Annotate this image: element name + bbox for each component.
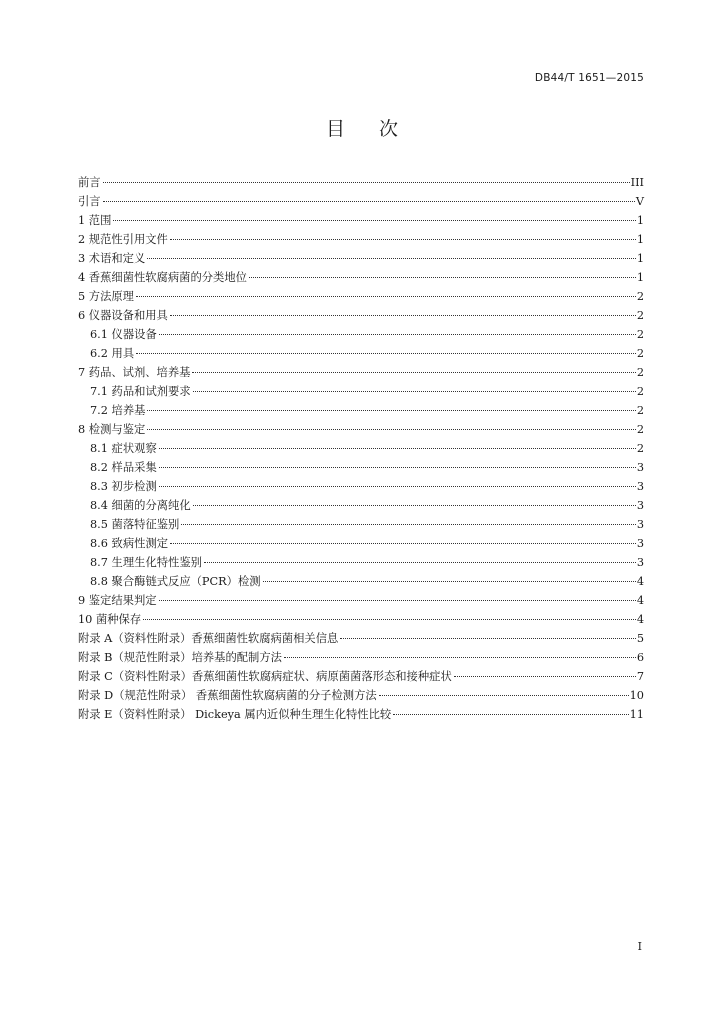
toc-entry-page: 7 [636, 670, 644, 683]
toc-entry-label: 7.1 药品和试剂要求 [90, 385, 191, 398]
toc-entry[interactable] [78, 667, 644, 686]
toc-entry[interactable] [78, 572, 644, 591]
toc-entry-page: 1 [636, 271, 644, 284]
toc-entry-page: 4 [636, 613, 644, 626]
toc-entry-page: 3 [636, 518, 644, 531]
toc-dot-leader [147, 428, 636, 430]
toc-entry-label: 引言 [78, 195, 101, 208]
toc-entry-page: 11 [629, 708, 644, 721]
toc-dot-leader [159, 466, 636, 468]
toc-entry-label: 9 鉴定结果判定 [78, 594, 157, 607]
toc-entry[interactable] [78, 629, 644, 648]
toc-entry[interactable] [78, 173, 644, 192]
toc-entry-page: 4 [636, 594, 644, 607]
toc-entry-label: 2 规范性引用文件 [78, 233, 168, 246]
toc-entry-page: 3 [636, 480, 644, 493]
toc-dot-leader [170, 542, 636, 544]
toc-dot-leader [181, 523, 635, 525]
toc-entry[interactable] [78, 610, 644, 629]
toc-entry[interactable] [78, 249, 644, 268]
toc-entry-label: 7 药品、试剂、培养基 [78, 366, 191, 379]
toc-entry-label: 8 检测与鉴定 [78, 423, 146, 436]
toc-dot-leader [204, 561, 636, 563]
toc-entry[interactable] [78, 648, 644, 667]
toc-entry[interactable] [78, 477, 644, 496]
toc-entry-label: 4 香蕉细菌性软腐病菌的分类地位 [78, 271, 247, 284]
toc-dot-leader [136, 295, 636, 297]
toc-entry-page: 3 [636, 537, 644, 550]
toc-dot-leader [103, 181, 630, 183]
toc-title-part2: 次 [379, 118, 399, 140]
toc-entry[interactable] [78, 553, 644, 572]
toc-dot-leader [340, 637, 636, 639]
toc-entry-page: 1 [636, 214, 644, 227]
toc-entry-label: 6 仪器设备和用具 [78, 309, 168, 322]
toc-entry-page: 4 [636, 575, 644, 588]
toc-entry-label: 5 方法原理 [78, 290, 134, 303]
toc-entry-label: 附录 B（规范性附录）培养基的配制方法 [78, 651, 282, 664]
toc-entry-label: 附录 A（资料性附录）香蕉细菌性软腐病菌相关信息 [78, 632, 339, 645]
toc-entry-page: 2 [636, 309, 644, 322]
toc-entry[interactable] [78, 268, 644, 287]
toc-dot-leader [159, 333, 636, 335]
toc-entry-label: 8.2 样品采集 [90, 461, 157, 474]
toc-entry-label: 6.2 用具 [90, 347, 135, 360]
toc-dot-leader [159, 485, 636, 487]
table-of-contents [78, 173, 644, 724]
toc-entry-label: 6.1 仪器设备 [90, 328, 157, 341]
toc-dot-leader [379, 694, 629, 696]
toc-title-part1: 目 [325, 118, 345, 140]
toc-entry-page: 3 [636, 461, 644, 474]
toc-dot-leader [249, 276, 636, 278]
page-number: I [637, 940, 642, 953]
toc-entry-label: 8.4 细菌的分离纯化 [90, 499, 191, 512]
toc-entry-label: 1 范围 [78, 214, 112, 227]
toc-entry-label: 8.7 生理生化特性鉴别 [90, 556, 202, 569]
toc-entry[interactable] [78, 458, 644, 477]
toc-entry[interactable] [78, 211, 644, 230]
toc-entry-label: 10 菌种保存 [78, 613, 142, 626]
toc-entry-label: 附录 C（资料性附录）香蕉细菌性软腐病症状、病原菌菌落形态和接种症状 [78, 670, 452, 683]
toc-dot-leader [193, 504, 636, 506]
toc-entry-page: 1 [636, 252, 644, 265]
toc-entry[interactable] [78, 686, 644, 705]
toc-entry-label: 8.8 聚合酶链式反应（PCR）检测 [90, 575, 261, 588]
toc-dot-leader [136, 352, 636, 354]
toc-dot-leader [454, 675, 636, 677]
toc-entry[interactable] [78, 192, 644, 211]
toc-entry[interactable] [78, 401, 644, 420]
toc-dot-leader [263, 580, 636, 582]
toc-dot-leader [193, 390, 636, 392]
toc-dot-leader [103, 200, 635, 202]
toc-entry-page: 2 [636, 366, 644, 379]
toc-dot-leader [284, 656, 636, 658]
toc-entry-page: 5 [636, 632, 644, 645]
toc-entry-page: 6 [636, 651, 644, 664]
toc-entry-page: 2 [636, 290, 644, 303]
toc-entry-label: 前言 [78, 176, 101, 189]
toc-entry[interactable] [78, 363, 644, 382]
toc-dot-leader [170, 314, 636, 316]
toc-entry[interactable] [78, 382, 644, 401]
toc-entry[interactable] [78, 515, 644, 534]
toc-entry[interactable] [78, 306, 644, 325]
toc-entry-page: V [635, 195, 644, 208]
toc-entry-label: 8.6 致病性测定 [90, 537, 169, 550]
toc-entry-label: 8.5 菌落特征鉴别 [90, 518, 180, 531]
toc-entry[interactable] [78, 705, 644, 724]
toc-dot-leader [159, 599, 636, 601]
toc-entry-page: 2 [636, 347, 644, 360]
toc-dot-leader [393, 713, 628, 715]
toc-entry-label: 7.2 培养基 [90, 404, 146, 417]
toc-entry-page: 2 [636, 423, 644, 436]
toc-entry-page: 3 [636, 499, 644, 512]
toc-entry-label: 附录 D（规范性附录） 香蕉细菌性软腐病菌的分子检测方法 [78, 689, 377, 702]
toc-entry[interactable] [78, 287, 644, 306]
toc-entry[interactable] [78, 344, 644, 363]
toc-entry-page: 2 [636, 385, 644, 398]
toc-entry-page: 1 [636, 233, 644, 246]
toc-entry[interactable] [78, 420, 644, 439]
toc-entry-page: 3 [636, 556, 644, 569]
toc-dot-leader [192, 371, 635, 373]
toc-entry[interactable] [78, 534, 644, 553]
toc-entry[interactable] [78, 439, 644, 458]
toc-entry-page: III [630, 176, 644, 189]
toc-title [0, 114, 724, 141]
toc-entry[interactable] [78, 496, 644, 515]
toc-entry[interactable] [78, 325, 644, 344]
toc-dot-leader [170, 238, 636, 240]
toc-dot-leader [159, 447, 636, 449]
toc-entry-page: 2 [636, 404, 644, 417]
toc-entry[interactable] [78, 230, 644, 249]
toc-dot-leader [147, 257, 636, 259]
toc-entry-page: 2 [636, 328, 644, 341]
toc-dot-leader [147, 409, 635, 411]
toc-entry-page: 2 [636, 442, 644, 455]
toc-dot-leader [143, 618, 636, 620]
toc-entry-label: 8.1 症状观察 [90, 442, 157, 455]
toc-entry[interactable] [78, 591, 644, 610]
toc-entry-label: 3 术语和定义 [78, 252, 146, 265]
toc-entry-label: 附录 E（资料性附录） Dickeya 属内近似种生理生化特性比较 [78, 708, 392, 721]
toc-entry-label: 8.3 初步检测 [90, 480, 157, 493]
toc-entry-page: 10 [629, 689, 644, 702]
toc-dot-leader [113, 219, 635, 221]
document-code: DB44/T 1651—2015 [534, 72, 644, 84]
